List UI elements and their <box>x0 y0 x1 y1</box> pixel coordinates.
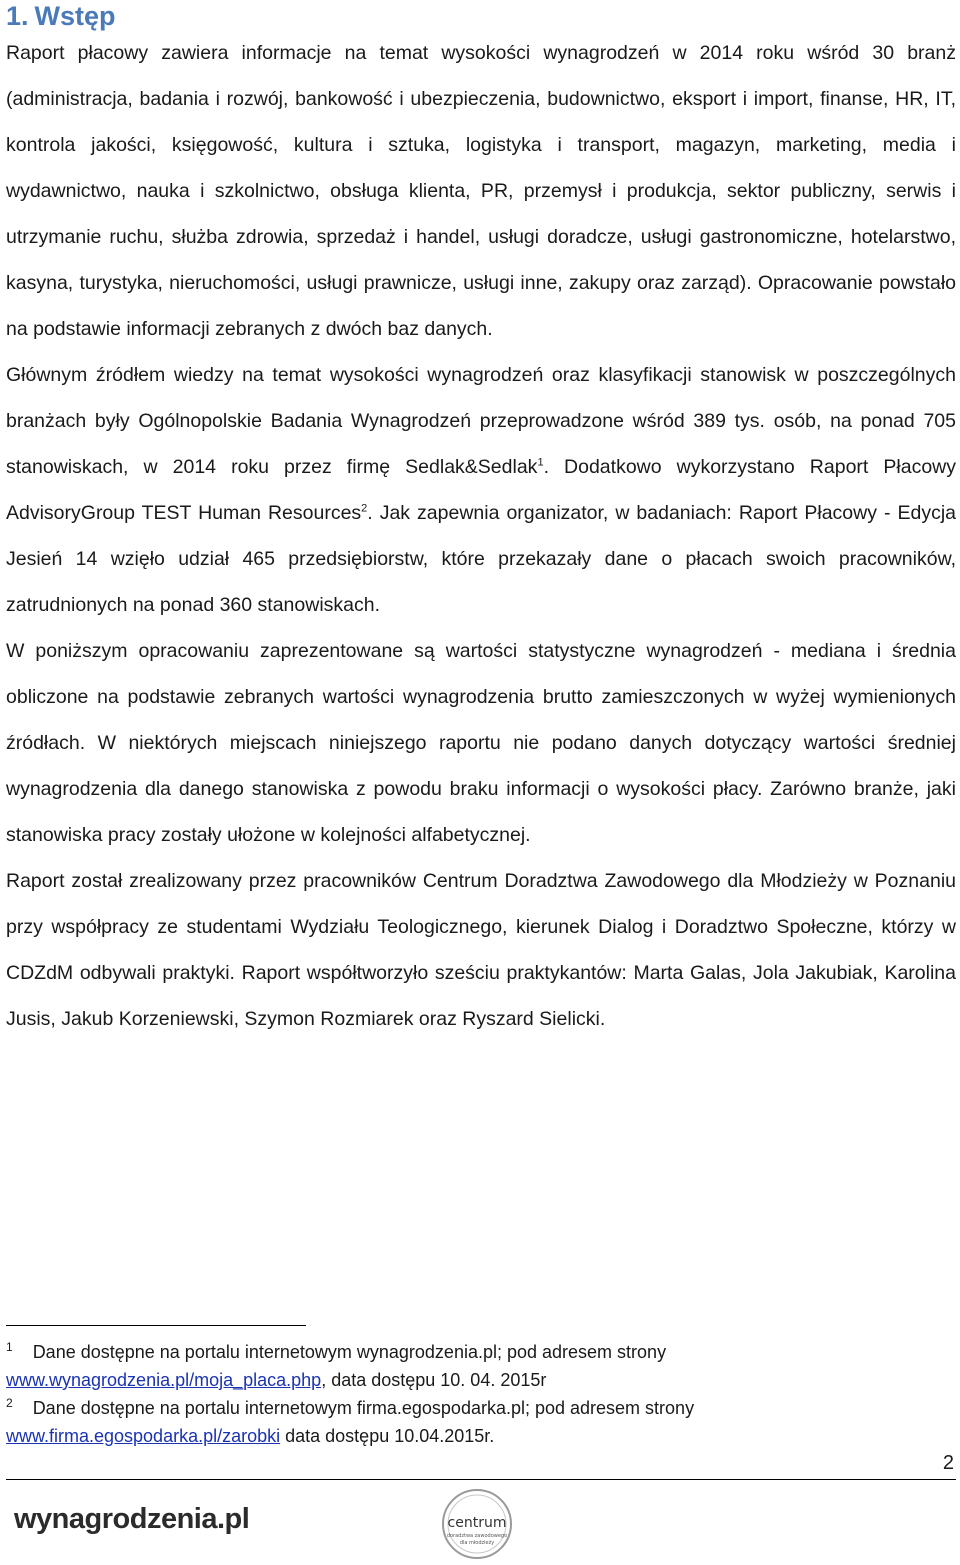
footnote-ref-1[interactable]: 1 <box>537 456 544 469</box>
centrum-logo-text: centrum <box>447 1515 507 1531</box>
section-number: 1. <box>6 1 29 31</box>
footnote-1-number: 1 <box>6 1340 13 1354</box>
footnote-1-text: Dane dostępne na portalu internetowym wynagrodzenia.pl; pod adresem strony <box>32 1342 667 1362</box>
paragraph-sources-part3: . Jak zapewnia organizator, w badaniach: Raport Płacowy - Edycja Jesień 14 wzięło udział 465 przedsiębiorstw, które przekazały dane o płacach swoich pracowników, zatrudnionych na ponad 360 stanowiskach. <box>6 502 956 616</box>
footnote-2-link[interactable]: www.firma.egospodarka.pl/zarobki <box>6 1426 281 1446</box>
centrum-logo-subtitle-1: doradztwa zawodowego <box>446 1533 508 1539</box>
centrum-logo-subtitle-2: dla młodzieży <box>459 1540 495 1546</box>
footnote-ref-2[interactable]: 2 <box>361 502 368 515</box>
footnotes <box>6 1338 956 1450</box>
page-number: 2 <box>942 1452 954 1474</box>
footnote-2-number: 2 <box>6 1396 13 1410</box>
footnote-separator <box>6 1325 306 1326</box>
paragraph-sources-part1: Głównym źródłem wiedzy na temat wysokości wynagrodzeń oraz klasyfikacji stanowisk w poszczególnych branżach były Ogólnopolskie Badania Wynagrodzeń przeprowadzone wśród 389 tys. osób, na ponad 705 stanowiskach, w 2014 roku przez firmę Sedlak&Sedlak <box>6 364 956 478</box>
footnote-1-link[interactable]: www.wynagrodzenia.pl/moja_placa.php <box>6 1370 322 1390</box>
paragraph-statistics: W poniższym opracowaniu zaprezentowane są wartości statystyczne wynagrodzeń - mediana i średnia obliczone na podstawie zebranych wartości wynagrodzenia brutto zamieszczonych w wyżej wymienionych źródłach. W niektórych miejscach niniejszego raportu nie podano danych dotyczący wartości średniej wynagrodzenia dla danego stanowiska z powodu braku informacji o wysokości płacy. Zarówno branże, jaki stanowiska pracy zostały ułożone w kolejności alfabetycznej. <box>6 640 956 846</box>
footnote-1 <box>6 1338 956 1394</box>
paragraph-authors: Raport został zrealizowany przez pracowników Centrum Doradztwa Zawodowego dla Młodzieży w Poznaniu przy współpracy ze studentami Wydziału Teologicznego, kierunek Dialog i Doradztwo Społeczne, którzy w CDZdM odbywali praktyki. Raport współtworzyło sześciu praktykantów: Marta Galas, Jola Jakubiak, Karolina Jusis, Jakub Korzeniewski, Szymon Rozmiarek oraz Ryszard Sielicki. <box>6 870 956 1030</box>
section-heading <box>6 0 116 32</box>
footnote-2-date: data dostępu 10.04.2015r. <box>280 1426 495 1446</box>
footer-separator <box>6 1479 956 1480</box>
wynagrodzenia-logo: wynagrodzenia.pl <box>14 1503 250 1535</box>
footnote-2-text: Dane dostępne na portalu internetowym firma.egospodarka.pl; pod adresem strony <box>32 1398 695 1418</box>
centrum-logo <box>440 1487 514 1561</box>
footnote-1-date: , data dostępu 10. 04. 2015r <box>321 1370 547 1390</box>
body-text <box>6 30 956 1042</box>
footnote-2 <box>6 1394 956 1450</box>
section-title: Wstęp <box>34 1 116 31</box>
paragraph-sources-part2: . Dodatkowo wykorzystano Raport Płacowy AdvisoryGroup TEST Human Resources <box>6 456 956 524</box>
paragraph-sources <box>6 352 956 628</box>
paragraph-intro: Raport płacowy zawiera informacje na temat wysokości wynagrodzeń w 2014 roku wśród 30 branż (administracja, badania i rozwój, bankowość i ubezpieczenia, budownictwo, eksport i import, finanse, HR, IT, kontrola jakości, księgowość, kultura i sztuka, logistyka i transport, magazyn, marketing, media i wydawnictwo, nauka i szkolnictwo, obsługa klienta, PR, przemysł i produkcja, sektor publiczny, serwis i utrzymanie ruchu, służba zdrowia, sprzedaż i handel, usługi doradcze, usługi gastronomiczne, hotelarstwo, kasyna, turystyka, nieruchomości, usługi prawnicze, usługi inne, zakupy oraz zarząd). Opracowanie powstało na podstawie informacji zebranych z dwóch baz danych. <box>6 42 956 340</box>
